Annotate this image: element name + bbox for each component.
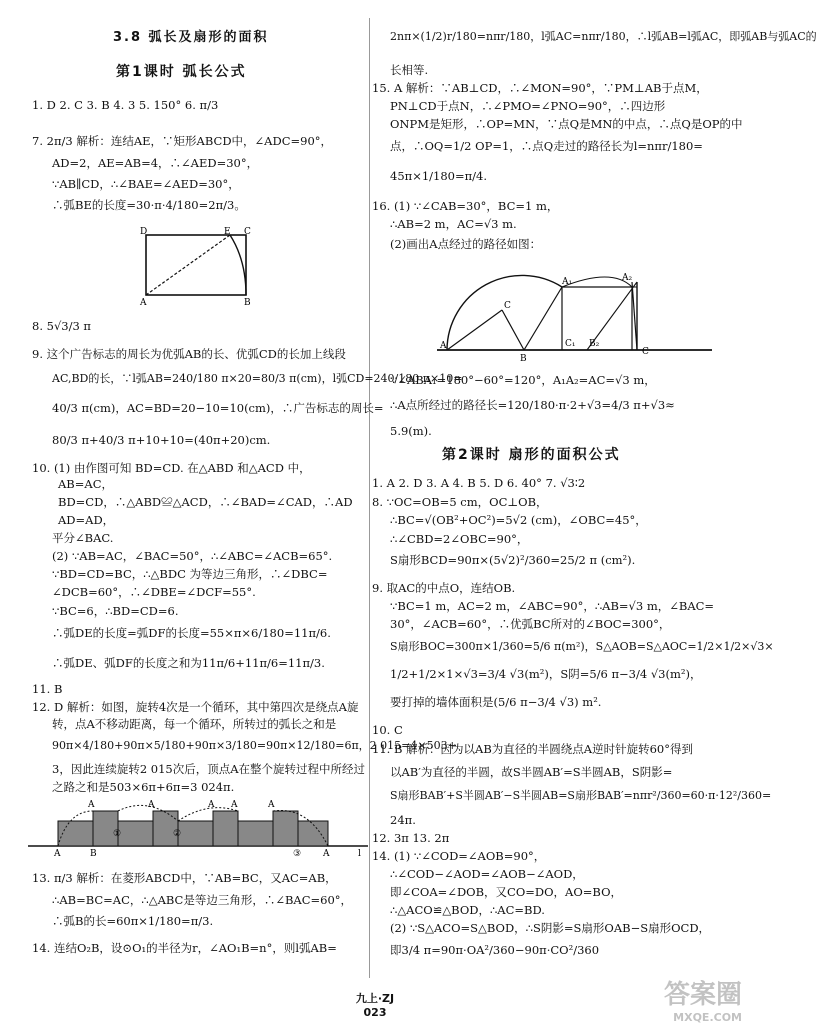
- answer-line: 90π×4/180+90π×5/180+90π×3/180=90π×12/180=6π，2 015=4×503+: [52, 739, 457, 752]
- answer-line: 12. 3π 13. 2π: [372, 831, 450, 845]
- answer-line: AB=AC，: [58, 477, 113, 491]
- answer-line: ∴A点所经过的路径长=120/180·π·2+√3=4/3 π+√3≈: [390, 398, 675, 412]
- answer-line: ∠DCB=60°，∴∠DBE=∠DCF=55°.: [52, 585, 256, 599]
- figure-label: C: [642, 347, 649, 357]
- answer-line: 9. 这个广告标志的周长为优弧AB的长、优弧CD的长加上线段: [32, 347, 346, 361]
- answer-line: ∵BC=1 m，AC=2 m，∠ABC=90°，∴AB=√3 m，∠BAC=: [390, 599, 715, 613]
- answer-line: (2)画出A点经过的路径如图：: [390, 237, 542, 251]
- answer-line: (2) ∵S△ACO=S△BOD，∴S阴影=S扇形OAB−S扇形OCD，: [390, 921, 711, 935]
- figure-label: A: [88, 800, 95, 810]
- figure-label: A: [54, 849, 61, 859]
- figure-q12-rotation: [28, 796, 373, 858]
- answer-line: S扇形BCD=90π×(5√2)²/360=25/2 π (cm²).: [390, 553, 636, 567]
- answer-line: ONPM是矩形，∴OP=MN，∵点Q是MN的中点，∴点Q是OP的中: [390, 117, 743, 131]
- answer-line: PN⊥CD于点N，∴∠PMO=∠PNO=90°，∴四边形: [390, 99, 666, 113]
- figure-label: B: [244, 298, 251, 308]
- figure-label: B₂: [589, 339, 600, 349]
- answer-line: 14. (1) ∵∠COD=∠AOB=90°，: [372, 849, 546, 863]
- answer-line: 10. C: [372, 723, 403, 737]
- answer-line: 5.9(m).: [390, 424, 432, 438]
- answer-line: ∵AB∥CD，∴∠BAE=∠AED=30°，: [52, 177, 240, 191]
- answer-line: 16. (1) ∵∠CAB=30°，BC=1 m，: [372, 199, 559, 213]
- figure-label: ①: [113, 829, 122, 839]
- answer-line: ∴BC=√(OB²+OC²)=5√2 (cm)，∠OBC=45°，: [390, 513, 647, 527]
- answer-line: 10. (1) 由作图可知 BD=CD. 在△ABD 和△ACD 中，: [32, 461, 311, 475]
- answer-line: ∴AB=2 m，AC=√3 m.: [390, 217, 517, 231]
- figure-label: A: [231, 800, 238, 810]
- answer-line: ∴AB=BC=AC，∴△ABC是等边三角形，∴∠BAC=60°，: [52, 893, 353, 907]
- figure-q7-rectangle: [138, 225, 258, 307]
- answer-line: ∵BC=6，∴BD=CD=6.: [52, 604, 179, 618]
- figure-label: E: [224, 227, 231, 237]
- answer-line: S扇形BAB′+S半圆AB′−S半圆AB=S扇形BAB′=nπr²/360=60·π·12²/360=: [390, 789, 772, 802]
- answer-line: 1/2+1/2×1×√3=3/4 √3(m²)，S阴=5/6 π−3/4 √3(m²)，: [390, 667, 702, 681]
- answer-line: AD=2，AE=AB=4，∴∠AED=30°，: [52, 156, 259, 170]
- answer-line: 长相等.: [390, 63, 429, 77]
- section-title: 3.8 弧长及扇形的面积: [113, 30, 269, 45]
- figure-label: A₂: [622, 273, 633, 283]
- figure-label: B: [90, 849, 97, 859]
- answer-line: 1. D 2. C 3. B 4. 3 5. 150° 6. π/3: [32, 98, 219, 112]
- lesson2-title: 第2课时 扇形的面积公式: [442, 447, 621, 463]
- answer-line: (2) ∵AB=AC，∠BAC=50°，∴∠ABC=∠ACB=65°.: [52, 549, 333, 563]
- watermark-logo: 答案圈: [663, 980, 742, 1010]
- answer-line: 30°，∠ACB=60°，∴优弧BC所对的∠BOC=300°，: [390, 617, 671, 631]
- figure-label: A: [440, 341, 447, 351]
- answer-line: S扇形BOC=300π×1/360=5/6 π(m²)，S△AOB=S△AOC=1/2×1/2×√3×: [390, 640, 774, 653]
- figure-label: D: [140, 227, 148, 237]
- answer-line: ∴弧DE、弧DF的长度之和为11π/6+11π/6=11π/3.: [52, 656, 325, 670]
- answer-line: 40/3 π(cm)，AC=BD=20−10=10(cm)，∴广告标志的周长=: [52, 401, 384, 415]
- answer-line: 平分∠BAC.: [52, 531, 114, 545]
- answer-line: 24π.: [390, 813, 416, 827]
- figure-label: C: [244, 227, 251, 237]
- answer-line: BD=CD，∴△ABD≌△ACD，∴∠BAD=∠CAD，∴AD: [58, 495, 353, 509]
- watermark: [664, 974, 742, 1024]
- figure-label: A: [208, 800, 215, 810]
- answer-line: 14. 连结O₂B，设⊙O₁的半径为r，∠AO₁B=n°，则l弧AB=: [32, 941, 337, 955]
- figure-label: A: [268, 800, 275, 810]
- answer-line: 80/3 π+40/3 π+10+10=(40π+20)cm.: [52, 433, 271, 447]
- figure-label: A₁: [562, 277, 573, 287]
- figure-label: A: [148, 800, 155, 810]
- answer-line: 15. A 解析：∵AB⊥CD，∴∠MON=90°，∵PM⊥AB于点M，: [372, 81, 708, 95]
- figure-label: ③: [293, 849, 302, 859]
- answer-line: ∴△ACO≌△BOD，∴AC=BD.: [390, 903, 545, 917]
- watermark-url: MXQE.COM: [673, 1011, 742, 1024]
- answer-line: ∴弧B的长=60π×1/180=π/3.: [52, 914, 214, 928]
- answer-line: 1. A 2. D 3. A 4. B 5. D 6. 40° 7. √3∶2: [372, 476, 586, 490]
- answer-line: ∴弧BE的长度=30·π·4/180=2π/3。: [52, 198, 246, 212]
- figure-label: C₁: [565, 339, 576, 349]
- figure-label: A: [140, 298, 147, 308]
- figure-label: C: [504, 301, 511, 311]
- answer-line: 12. D 解析：如图，旋转4次是一个循环，其中第四次是绕点A旋: [32, 700, 359, 714]
- answer-line: 8. ∵OC=OB=5 cm，OC⊥OB，: [372, 495, 548, 509]
- answer-line: 11. B 解析：因为以AB为直径的半圆绕点A逆时针旋转60°得到: [372, 742, 693, 756]
- answer-line: 2nπ×(1/2)r/180=nπr/180，l弧AC=nπr/180，∴l弧AB=l弧AC，即弧AB与弧AC的: [390, 30, 817, 43]
- answer-line: 要打掉的墙体面积是(5/6 π−3/4 √3) m².: [390, 695, 602, 709]
- answer-line: 3，因此连续旋转2 015次后，顶点A在整个旋转过程中所经过: [52, 762, 366, 776]
- answer-line: AD=AD，: [58, 513, 115, 527]
- answer-line: 11. B: [32, 682, 63, 696]
- figure-q16-path: [432, 262, 722, 362]
- lesson1-title: 第1课时 弧长公式: [116, 64, 247, 80]
- answer-line: 点，∴OQ=1/2 OP=1，∴点Q走过的路径长为l=nπr/180=: [390, 139, 703, 153]
- answer-line: ∵BD=CD=BC，∴△BDC 为等边三角形，∴∠DBC=: [52, 567, 328, 581]
- figure-label: l: [358, 849, 361, 859]
- answer-line: ∴∠COD−∠AOD=∠AOB−∠AOD，: [390, 867, 584, 881]
- answer-line: 7. 2π/3 解析：连结AE，∵矩形ABCD中，∠ADC=90°，: [32, 134, 333, 148]
- answer-line: ∵∠ABA₁=180°−60°=120°，A₁A₂=AC=√3 m，: [390, 373, 656, 387]
- answer-line: 即3/4 π=90π·OA²/360−90π·CO²/360: [390, 943, 600, 957]
- figure-label: B: [520, 354, 527, 364]
- answer-line: 9. 取AC的中点O，连结OB.: [372, 581, 516, 595]
- answer-line: 转，点A不移动距离，每一个循环，所转过的弧长之和是: [52, 717, 337, 731]
- answer-line: 即∠COA=∠DOB，又CO=DO，AO=BO，: [390, 885, 623, 899]
- answer-line: 之路之和是503×6π+6π=3 024π.: [52, 780, 235, 794]
- footer-book-label: 九上·ZJ: [355, 992, 395, 1005]
- figure-label: ②: [173, 829, 182, 839]
- answer-line: ∴弧DE的长度=弧DF的长度=55×π×6/180=11π/6.: [52, 626, 331, 640]
- answer-line: 45π×1/180=π/4.: [390, 169, 488, 183]
- answer-line: 以AB′为直径的半圆，故S半圆AB′=S半圆AB，S阴影=: [390, 765, 673, 779]
- answer-line: 8. 5√3/3 π: [32, 319, 91, 333]
- answer-line: ∴∠CBD=2∠OBC=90°，: [390, 532, 529, 546]
- figure-label: A: [323, 849, 330, 859]
- page-number: 023: [363, 1006, 387, 1019]
- answer-line: AC,BD的长，∵l弧AB=240/180 π×20=80/3 π(cm)，l弧CD=240/180 π×10=: [52, 372, 463, 385]
- answer-line: 13. π/3 解析：在菱形ABCD中，∵AB=BC，又AC=AB，: [32, 871, 337, 885]
